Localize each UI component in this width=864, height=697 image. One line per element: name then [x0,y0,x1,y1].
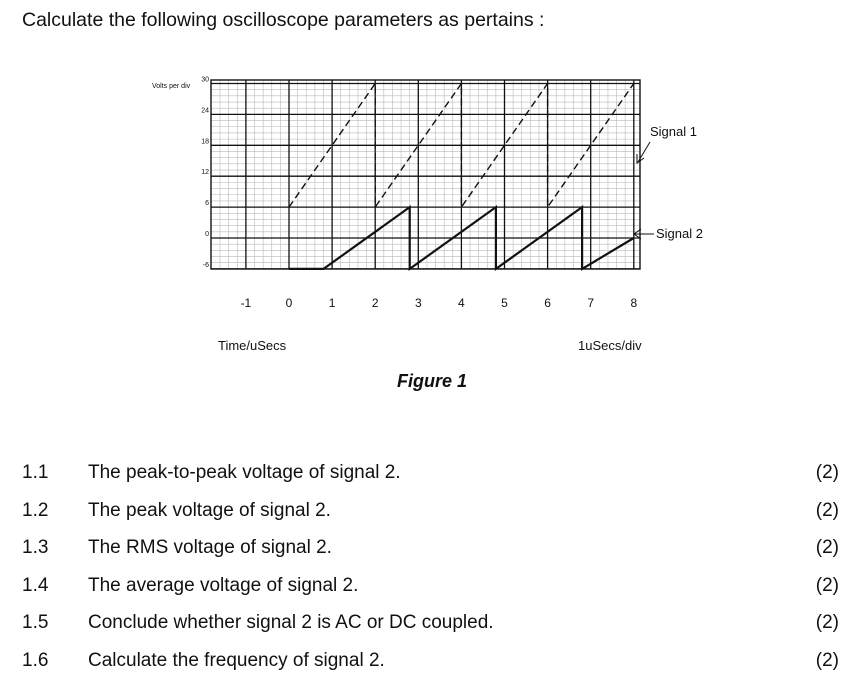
x-tick-label: 0 [285,296,293,310]
question-row [0,500,864,530]
page-heading: Calculate the following oscilloscope parameters as pertains : [22,9,545,31]
x-tick-label: 7 [587,296,595,310]
question-text: The average voltage of signal 2. [88,575,359,596]
question-row [0,575,864,605]
y-tick-label: 0 [205,231,209,238]
question-number: 1.4 [22,575,49,596]
question-marks: (2) [815,537,839,558]
x-tick-label: 2 [371,296,379,310]
question-marks: (2) [815,575,839,596]
x-tick-label: -1 [240,296,252,310]
y-tick-label: -6 [202,261,209,269]
signal-callouts [634,142,654,239]
question-number: 1.2 [22,500,49,521]
question-text: Conclude whether signal 2 is AC or DC coupled. [88,612,494,633]
timebase-label: 1uSecs/div [578,338,642,353]
question-marks: (2) [815,650,839,671]
y-tick-label: 24 [201,107,209,115]
question-text: The peak voltage of signal 2. [88,500,331,521]
question-number: 1.6 [22,650,49,671]
x-tick-label: 3 [414,296,422,310]
question-marks: (2) [815,462,839,483]
question-marks: (2) [815,612,839,633]
x-tick-label: 8 [630,296,638,310]
question-marks: (2) [815,500,839,521]
x-axis-label: Time/uSecs [218,338,287,353]
x-tick-label: 4 [458,296,465,310]
y-tick-label: 6 [205,200,209,208]
question-row [0,612,864,642]
x-tick-label: 5 [501,296,508,310]
x-tick-label: 6 [544,296,551,310]
y-tick-label: 12 [201,169,209,177]
question-number: 1.5 [22,612,49,633]
question-text: The peak-to-peak voltage of signal 2. [88,462,401,483]
signal2-label: Signal 2 [656,226,703,241]
y-tick-label: 18 [201,138,209,146]
question-text: The RMS voltage of signal 2. [88,537,332,558]
question-row [0,650,864,680]
question-number: 1.3 [22,537,49,558]
question-row [0,462,864,492]
figure-caption: Figure 1 [396,371,467,391]
question-number: 1.1 [22,462,49,483]
question-row [0,537,864,567]
x-tick-label: 1 [328,296,336,310]
grid-minor [211,80,640,269]
y-axis-label: Volts per div [152,83,191,90]
question-text: Calculate the frequency of signal 2. [88,650,385,671]
ticks-layer [201,77,637,311]
y-tick-label: 30 [201,76,209,84]
signal1-label: Signal 1 [650,124,697,139]
